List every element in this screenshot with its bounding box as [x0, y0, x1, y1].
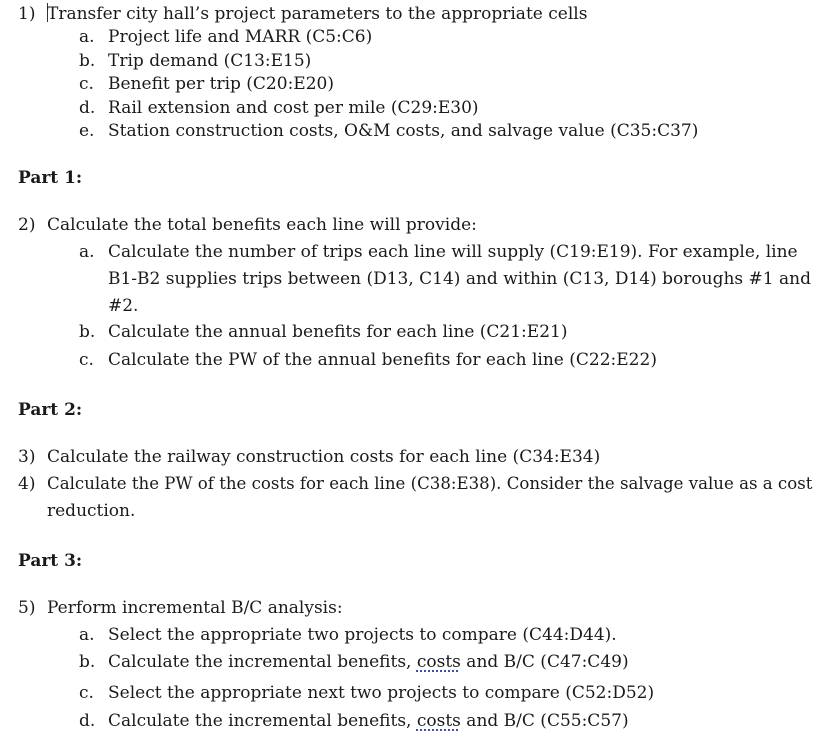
item-1e-text: Station construction costs, O&M costs, and salvage value (C35:C37)	[108, 121, 699, 141]
part-2-heading: Part 2:	[18, 400, 83, 420]
item-2-text: Calculate the total benefits each line will provide:	[47, 215, 477, 235]
item-5c-letter: c.	[79, 683, 94, 703]
item-2b-text: Calculate the annual benefits for each line (C21:E21)	[108, 322, 568, 342]
item-5a-letter: a.	[79, 625, 95, 645]
item-1-text: Transfer city hall’s project parameters to the appropriate cells	[47, 4, 588, 24]
item-3-text: Calculate the railway construction costs for each line (C34:E34)	[47, 447, 601, 467]
item-1b-text: Trip demand (C13:E15)	[108, 51, 312, 71]
item-5c-text: Select the appropriate next two projects to compare (C52:D52)	[108, 683, 655, 703]
item-2a-letter: a.	[79, 242, 95, 262]
item-2-number: 2)	[18, 215, 36, 235]
item-5d-text-pre: Calculate the incremental benefits,	[108, 711, 417, 731]
item-5b-text-pre: Calculate the incremental benefits,	[108, 652, 417, 672]
item-5-number: 5)	[18, 598, 36, 618]
item-5d-spelling-flag[interactable]: costs	[416, 711, 461, 731]
item-2a-text-line-3: #2.	[108, 296, 139, 316]
part-3-heading: Part 3:	[18, 551, 83, 571]
item-1d-text: Rail extension and cost per mile (C29:E30)	[108, 98, 479, 118]
item-5a-text: Select the appropriate two projects to compare (C44:D44).	[108, 625, 617, 645]
item-1-number: 1)	[18, 4, 36, 24]
item-4-text-line-2: reduction.	[47, 501, 136, 521]
item-1d-letter: d.	[79, 98, 96, 118]
item-5-text: Perform incremental B/C analysis:	[47, 598, 343, 618]
item-5b-spelling-flag[interactable]: costs	[416, 652, 461, 672]
item-1a-letter: a.	[79, 27, 95, 47]
item-4-text-line-1: Calculate the PW of the costs for each line (C38:E38). Consider the salvage value as a cost	[47, 474, 813, 493]
item-1c-letter: c.	[79, 74, 94, 94]
item-1e-letter: e.	[79, 121, 95, 141]
item-2b-letter: b.	[79, 322, 96, 342]
item-1c-text: Benefit per trip (C20:E20)	[108, 74, 334, 94]
item-4-continued	[47, 500, 135, 522]
item-5b-text-post: and B/C (C47:C49)	[460, 652, 629, 672]
item-1a-text: Project life and MARR (C5:C6)	[108, 27, 373, 47]
item-1b-letter: b.	[79, 51, 96, 71]
item-5d-letter: d.	[79, 711, 96, 731]
item-2a-continued-2	[108, 295, 138, 317]
item-3-number: 3)	[18, 447, 36, 467]
item-5b-letter: b.	[79, 652, 96, 672]
item-2a-text-line-2: B1-B2 supplies trips between (D13, C14) and within (C13, D14) boroughs #1 and	[108, 269, 811, 289]
item-2a-continued	[108, 268, 811, 290]
item-4-number: 4)	[18, 474, 36, 494]
item-2a-text-line-1: Calculate the number of trips each line will supply (C19:E19). For example, line	[108, 242, 798, 262]
item-2c-letter: c.	[79, 350, 94, 370]
item-5d-text-post: and B/C (C55:C57)	[460, 711, 629, 731]
item-2c-text: Calculate the PW of the annual benefits for each line (C22:E22)	[108, 350, 657, 370]
part-1-heading: Part 1:	[18, 168, 83, 188]
